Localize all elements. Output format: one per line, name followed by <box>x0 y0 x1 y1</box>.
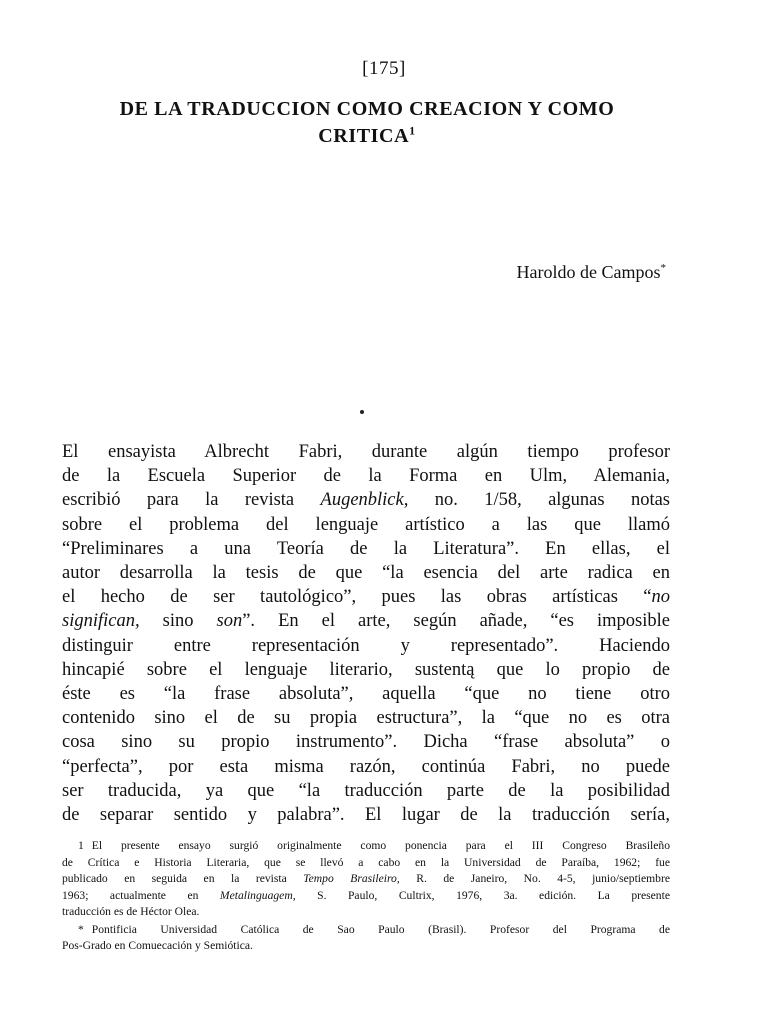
article-title <box>62 96 672 150</box>
page-number: [175] <box>362 58 406 79</box>
body-line: El ensayista Albrecht Fabri, durante algún tiempo profesor <box>62 442 670 462</box>
footnote-line: publicado en seguida en la revista Tempo Brasileiro, R. de Janeiro, No. 4-5, junio/septiembre <box>62 872 670 885</box>
section-separator-dot <box>360 410 364 414</box>
body-line: el hecho de ser tautológico”, pues las obras artísticas “no <box>62 587 670 608</box>
footnotes <box>62 838 670 956</box>
title-footnote-mark: 1 <box>409 123 416 138</box>
body-line: ser traducida, ya que “la traducción parte de la posibilidad <box>62 780 670 801</box>
footnote-line: 1963; actualmente en Metalinguagem, S. Paulo, Cultrix, 1976, 3a. edición. La presente <box>62 888 670 902</box>
body-line: “perfecta”, por esta misma razón, continúa Fabri, no puede <box>62 756 670 777</box>
title-line-2: CRITICA <box>318 125 410 147</box>
italic-text: no <box>651 587 670 608</box>
body-paragraph <box>62 440 670 827</box>
body-line: autor desarrolla la tesis de que “la esencia del arte radica en <box>62 563 670 584</box>
footnote-line: * Pontificia Universidad Católica de Sao Paulo (Brasil). Profesor del Programa de <box>78 922 670 936</box>
body-line: escribió para la revista Augenblick, no. 1/58, algunas notas <box>62 490 671 511</box>
body-line: contenido sino el de su propia estructura”, la “que no es otra <box>62 708 670 729</box>
body-line: de separar sentido y palabra”. El lugar de la traducción sería, <box>62 805 670 826</box>
author-name <box>517 262 666 283</box>
footnote-line: Pos-Grado en Comuecación y Semiótica. <box>62 939 253 952</box>
footnote-mark: 1 <box>78 839 84 852</box>
body-line: distinguir entre representación y representado”. Haciendo <box>62 635 670 656</box>
footnote-line: 1 El presente ensayo surgió originalmente como ponencia para el III Congreso Brasileño <box>78 839 670 852</box>
body-line: hincapié sobre el lenguaje literario, sustentą que lo propio de <box>62 659 670 680</box>
body-line: “Preliminares a una Teoría de la Literatura”. En ellas, el <box>62 538 670 559</box>
italic-text: son <box>216 611 243 632</box>
italic-text: Metalinguagem, <box>219 888 296 902</box>
body-line: éste es “la frase absoluta”, aquella “que no tiene otro <box>62 684 670 705</box>
footnote-mark: * <box>78 922 84 936</box>
author-text: Haroldo de Campos <box>516 262 661 282</box>
italic-text: significan, <box>62 611 140 632</box>
footnote-line: de Crítica e Historia Literaria, que se llevó a cabo en la Universidad de Paraíba, 1962; fue <box>62 855 670 869</box>
author-footnote-mark: * <box>660 262 666 274</box>
footnote <box>62 838 670 921</box>
body-line: cosa sino su propio instrumento”. Dicha “frase absoluta” o <box>62 732 670 753</box>
title-line-1: DE LA TRADUCCION COMO CREACION Y COMO <box>119 98 615 120</box>
body-line: significan, sino son”. En el arte, según añade, “es imposible <box>62 611 670 632</box>
footnote-line: traducción es de Héctor Olea. <box>62 905 200 918</box>
body-line: de la Escuela Superior de la Forma en Ulm, Alemania, <box>62 466 670 487</box>
italic-text: Augenblick, <box>320 490 409 511</box>
body-line: sobre el problema del lenguaje artístico a las que llamó <box>62 514 670 535</box>
footnote <box>62 922 670 955</box>
italic-text: Tempo Brasileiro, <box>303 872 400 885</box>
